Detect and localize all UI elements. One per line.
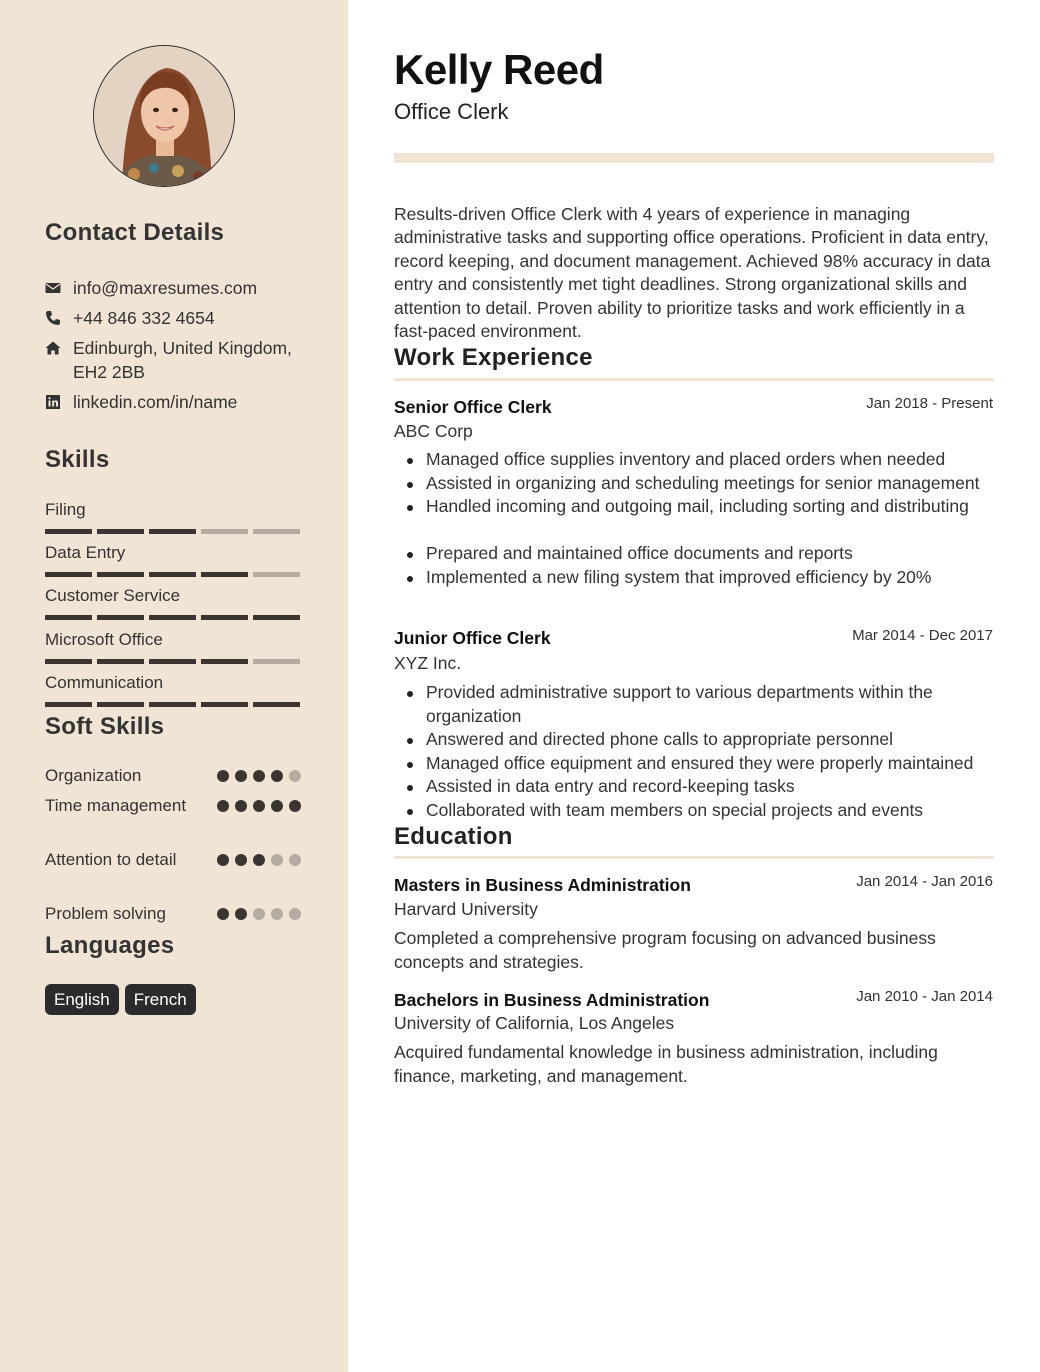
rating-dot <box>217 770 229 782</box>
skill-item <box>45 629 301 664</box>
job-bullets <box>394 681 994 822</box>
soft-skill-rating <box>217 848 301 872</box>
section-divider <box>394 856 994 859</box>
level-segment <box>45 702 92 707</box>
work-experience-heading: Work Experience <box>394 344 593 371</box>
level-segment <box>201 529 248 534</box>
level-segment <box>201 702 248 707</box>
level-segment <box>45 615 92 620</box>
job-title: Junior Office Clerk <box>394 628 551 648</box>
rating-dot <box>217 908 229 920</box>
linkedin-icon <box>45 390 73 414</box>
skill-name: Data Entry <box>45 543 126 562</box>
level-segment <box>45 529 92 534</box>
section-divider <box>394 378 994 381</box>
soft-skill-rating <box>217 794 301 818</box>
soft-skill-name: Time management <box>45 796 187 815</box>
soft-skill-name: Organization <box>45 766 142 785</box>
level-segment <box>253 659 300 664</box>
level-segment <box>97 659 144 664</box>
job-bullets <box>394 448 994 589</box>
soft-skill-rating <box>217 764 301 788</box>
job-company: ABC Corp <box>394 421 473 441</box>
level-segment <box>253 572 300 577</box>
rating-dot <box>289 908 301 920</box>
header-divider <box>394 153 994 163</box>
language-tag-french: French <box>125 984 196 1015</box>
level-segment <box>45 572 92 577</box>
level-segment <box>149 702 196 707</box>
skill-item <box>45 672 301 707</box>
level-segment <box>45 659 92 664</box>
home-icon <box>45 336 73 360</box>
envelope-icon <box>45 276 73 300</box>
job-bullet: Assisted in data entry and record-keeping tasks <box>426 775 994 799</box>
skill-level-bar <box>45 615 301 620</box>
degree-title: Masters in Business Administration <box>394 875 691 895</box>
contact-address-text: Edinburgh, United Kingdom, EH2 2BB <box>73 338 292 382</box>
skill-level-bar <box>45 572 301 577</box>
job-dates: Jan 2018 - Present <box>866 395 993 412</box>
level-segment <box>201 659 248 664</box>
job-bullet: Implemented a new filing system that improved efficiency by 20% <box>426 566 994 590</box>
job-company: XYZ Inc. <box>394 653 462 673</box>
job-title: Senior Office Clerk <box>394 397 552 417</box>
job-bullet: Answered and directed phone calls to appropriate personnel <box>426 728 994 752</box>
rating-dot <box>271 770 283 782</box>
rating-dot <box>289 770 301 782</box>
school-name: University of California, Los Angeles <box>394 1013 675 1033</box>
rating-dot <box>271 854 283 866</box>
rating-dot <box>253 854 265 866</box>
sidebar <box>0 0 348 1372</box>
skill-level-bar <box>45 659 301 664</box>
soft-skill-item <box>45 794 301 818</box>
skill-item <box>45 499 301 534</box>
candidate-name: Kelly Reed <box>394 46 604 93</box>
job-bullet: Managed office supplies inventory and placed orders when needed <box>426 448 994 472</box>
education-description: Acquired fundamental knowledge in business administration, including finance, marketing, and management. <box>394 1042 938 1086</box>
rating-dot <box>235 908 247 920</box>
education-dates: Jan 2010 - Jan 2014 <box>856 988 993 1005</box>
school-name: Harvard University <box>394 899 538 919</box>
level-segment <box>149 615 196 620</box>
job-bullet: Assisted in organizing and scheduling meetings for senior management <box>426 472 994 496</box>
rating-dot <box>271 908 283 920</box>
education-heading: Education <box>394 823 513 850</box>
profile-summary: Results-driven Office Clerk with 4 years of experience in managing administrative tasks and supporting office operations. Proficient in data entry, record keeping, and document management. Achieved 98% accuracy in data entry and consistently met tight deadlines. Strong organizational skills and attention to detail. Proven ability to prioritize tasks and work efficiently in a fast-paced environment. <box>394 204 991 342</box>
level-segment <box>201 615 248 620</box>
degree-title: Bachelors in Business Administration <box>394 990 710 1010</box>
education-dates: Jan 2014 - Jan 2016 <box>856 873 993 890</box>
contact-linkedin-text: linkedin.com/in/name <box>73 392 238 412</box>
education-description: Completed a comprehensive program focusing on advanced business concepts and strategies. <box>394 928 936 972</box>
level-segment <box>97 529 144 534</box>
soft-skill-item <box>45 764 301 788</box>
contact-heading: Contact Details <box>45 219 225 246</box>
soft-skills-heading: Soft Skills <box>45 713 165 740</box>
skill-name: Microsoft Office <box>45 630 163 649</box>
rating-dot <box>253 800 265 812</box>
language-tag-english: English <box>45 984 119 1015</box>
soft-skill-name: Problem solving <box>45 904 166 923</box>
profile-photo <box>93 45 235 187</box>
skill-item <box>45 542 301 577</box>
job-bullet: Managed office equipment and ensured they were properly maintained <box>426 752 994 776</box>
level-segment <box>97 615 144 620</box>
contact-linkedin[interactable] <box>45 390 315 414</box>
contact-phone-text: +44 846 332 4654 <box>73 308 215 328</box>
level-segment <box>97 702 144 707</box>
level-segment <box>149 572 196 577</box>
rating-dot <box>253 770 265 782</box>
rating-dot <box>235 770 247 782</box>
job-bullet: Prepared and maintained office documents and reports <box>426 542 994 566</box>
level-segment <box>149 659 196 664</box>
level-segment <box>97 572 144 577</box>
skills-heading: Skills <box>45 446 110 473</box>
rating-dot <box>289 800 301 812</box>
level-segment <box>253 615 300 620</box>
skill-name: Communication <box>45 673 164 692</box>
skill-level-bar <box>45 702 301 707</box>
job-bullet: Provided administrative support to various departments within the organization <box>426 681 994 728</box>
level-segment <box>253 702 300 707</box>
job-bullet: Collaborated with team members on special projects and events <box>426 799 994 823</box>
skill-level-bar <box>45 529 301 534</box>
skill-item <box>45 585 301 620</box>
phone-icon <box>45 306 73 330</box>
soft-skill-item <box>45 902 301 926</box>
rating-dot <box>217 854 229 866</box>
soft-skill-item <box>45 848 301 872</box>
skill-name: Filing <box>45 500 86 519</box>
language-tags <box>45 984 196 1015</box>
candidate-title: Office Clerk <box>394 99 509 124</box>
contact-email-text: info@maxresumes.com <box>73 278 258 298</box>
job-dates: Mar 2014 - Dec 2017 <box>852 627 993 644</box>
rating-dot <box>217 800 229 812</box>
languages-heading: Languages <box>45 932 175 959</box>
level-segment <box>149 529 196 534</box>
job-bullet: Handled incoming and outgoing mail, including sorting and distributing <box>426 495 994 519</box>
skill-name: Customer Service <box>45 586 181 605</box>
rating-dot <box>253 908 265 920</box>
rating-dot <box>235 854 247 866</box>
contact-email[interactable] <box>45 276 315 300</box>
level-segment <box>201 572 248 577</box>
rating-dot <box>271 800 283 812</box>
contact-phone[interactable] <box>45 306 315 330</box>
rating-dot <box>235 800 247 812</box>
contact-address <box>45 336 315 384</box>
soft-skill-rating <box>217 902 301 926</box>
level-segment <box>253 529 300 534</box>
soft-skill-name: Attention to detail <box>45 850 177 869</box>
rating-dot <box>289 854 301 866</box>
